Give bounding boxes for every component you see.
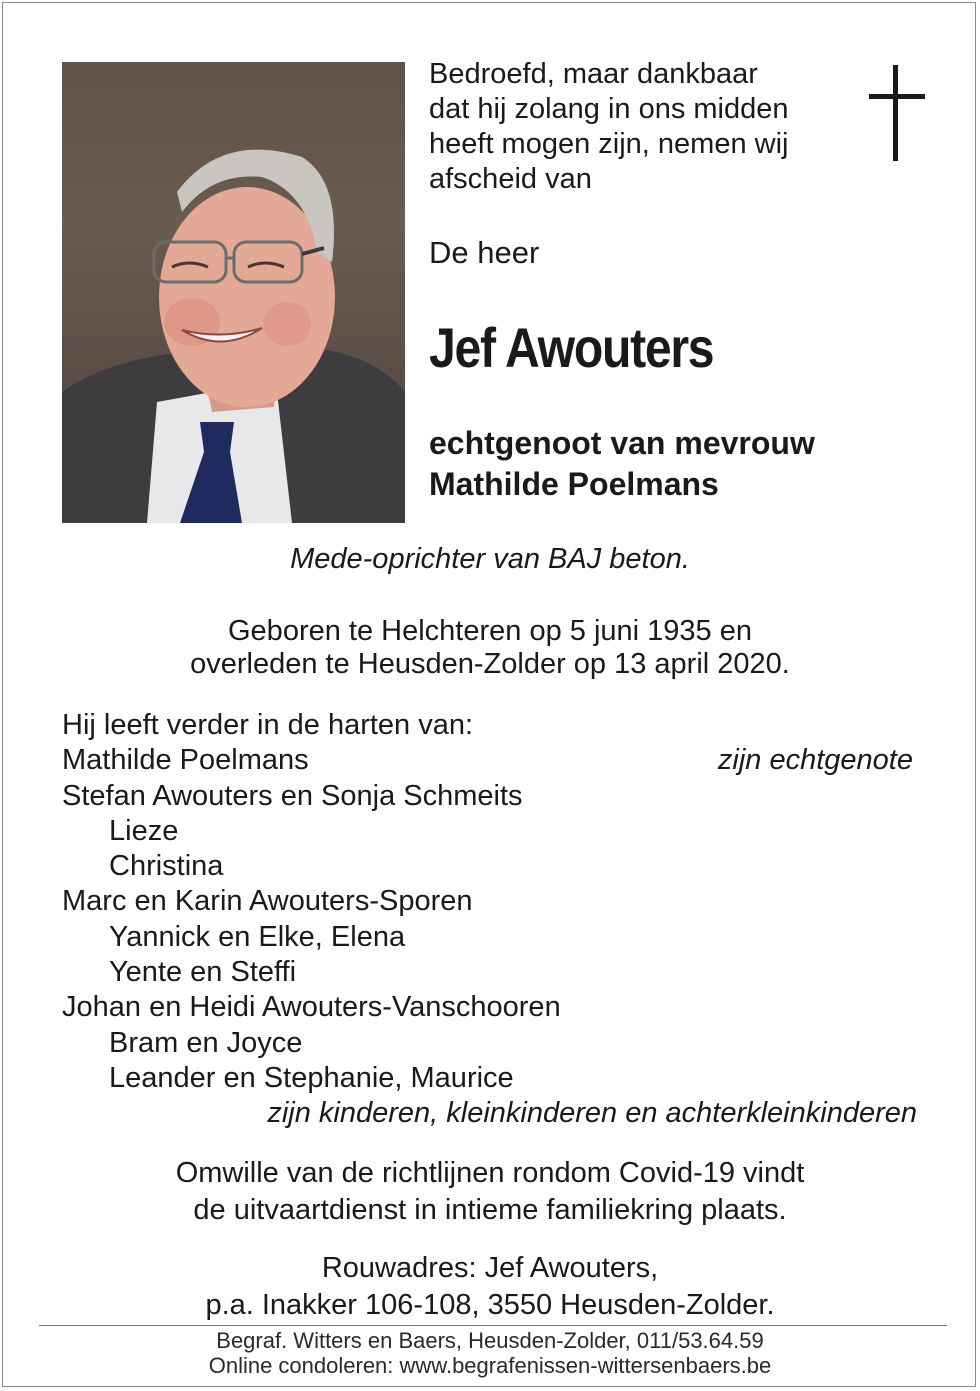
- address-line: Rouwadres: Jef Awouters,: [321, 1252, 659, 1284]
- cross-icon: [869, 65, 925, 161]
- family-spouse-name: Mathilde Poelmans: [62, 744, 309, 777]
- intro-text: [429, 57, 849, 197]
- spouse-info: [429, 423, 815, 505]
- family-member: Christina: [109, 850, 224, 883]
- family-closing: zijn kinderen, kleinkinderen en achterkleinkinderen: [267, 1097, 917, 1130]
- family-member: Yannick en Elke, Elena: [109, 920, 406, 953]
- spouse-name: Mathilde Poelmans: [429, 466, 719, 502]
- role-text: Mede-oprichter van BAJ beton.: [290, 543, 690, 575]
- family-member: Stefan Awouters en Sonja Schmeits: [62, 779, 523, 812]
- family-member: Leander en Stephanie, Maurice: [109, 1061, 514, 1094]
- family-list: [62, 708, 917, 1132]
- obituary-card: [2, 2, 976, 1387]
- family-member: Johan en Heidi Awouters-Vanschooren: [62, 991, 561, 1024]
- birth-death-dates: [3, 615, 977, 681]
- family-spouse-row: [62, 743, 917, 778]
- footer: [3, 1328, 977, 1378]
- address-line: p.a. Inakker 106-108, 3550 Heusden-Zolder.: [205, 1289, 775, 1321]
- family-member: Marc en Karin Awouters-Sporen: [62, 885, 473, 918]
- covid-notice: [3, 1155, 977, 1229]
- mourning-address: [3, 1250, 977, 1324]
- spouse-line: echtgenoot van mevrouw: [429, 425, 815, 461]
- intro-line: dat hij zolang in ons midden: [429, 93, 789, 125]
- condolence-line: Online condoleren: www.begrafenissen-wittersenbaers.be: [208, 1353, 772, 1378]
- salutation: De heer: [429, 235, 540, 270]
- intro-line: heeft mogen zijn, nemen wij: [429, 128, 789, 160]
- family-member: Lieze: [109, 814, 179, 847]
- family-member: Bram en Joyce: [109, 1026, 303, 1059]
- footer-divider: [39, 1325, 947, 1326]
- covid-line: Omwille van de richtlijnen rondom Covid-19 vindt: [175, 1157, 805, 1189]
- intro-line: afscheid van: [429, 163, 592, 195]
- portrait-photo: [62, 62, 405, 523]
- family-member: Yente en Steffi: [109, 956, 297, 989]
- deceased-name: Jef Awouters: [429, 316, 714, 379]
- birth-line: Geboren te Helchteren op 5 juni 1935 en: [228, 615, 752, 647]
- family-heading: Hij leeft verder in de harten van:: [62, 709, 474, 741]
- death-line: overleden te Heusden-Zolder op 13 april 2020.: [190, 648, 790, 680]
- intro-line: Bedroefd, maar dankbaar: [429, 58, 758, 90]
- funeral-home-line: Begraf. Witters en Baers, Heusden-Zolder, 011/53.64.59: [216, 1328, 764, 1353]
- portrait-illustration: [62, 62, 405, 523]
- family-spouse-relation: zijn echtgenote: [717, 744, 913, 777]
- covid-line: de uitvaartdienst in intieme familiekring plaats.: [193, 1194, 787, 1226]
